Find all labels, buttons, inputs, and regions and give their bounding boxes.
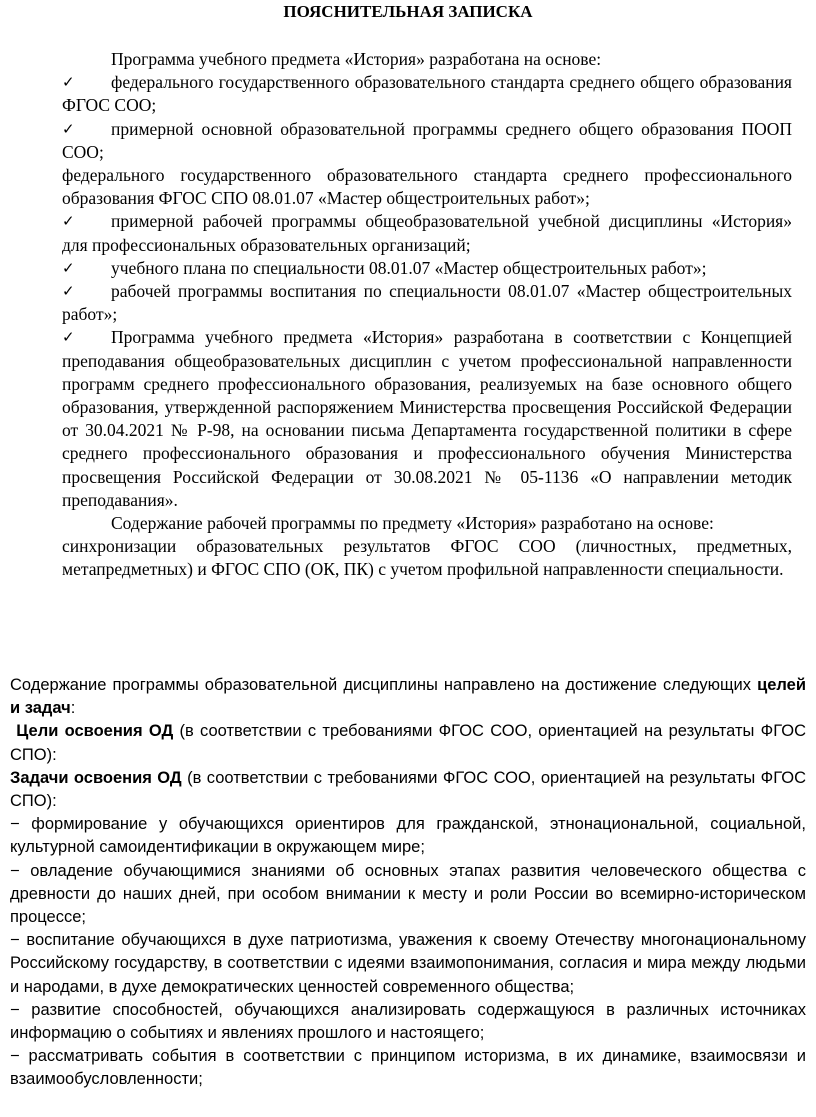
task-item: − рассматривать события в соответствии с принципом историзма, в их динамике, взаимосвязи и взаимообусловленности; bbox=[10, 1047, 806, 1089]
aims-intro-bold: целей и задач bbox=[10, 676, 806, 718]
task-item: − развитие способностей, обучающихся анализировать содержащуюся в различных источниках информацию о событиях и явлениях прошлого и настоящего; bbox=[10, 1000, 806, 1043]
basis-item-text: учебного плана по специальности 08.01.07 «Мастер общестроительных работ»; bbox=[111, 257, 707, 278]
basis-section bbox=[62, 48, 792, 582]
page-title: ПОЯСНИТЕЛЬНАЯ ЗАПИСКА bbox=[283, 2, 533, 21]
content-basis-line: Содержание рабочей программы по предмету «История» разработано на основе: bbox=[111, 513, 714, 534]
goals-paragraph bbox=[10, 720, 806, 766]
task-item: − воспитание обучающихся в духе патриотизма, уважения к своему Отечеству многонациональному Российскому государству, в соответствии с идеями взаимопонимания, согласия и мира между людьми и народами, в духе демократических ценностей современного общества; bbox=[10, 931, 806, 996]
task-item: − овладение обучающимися знаниями об основных этапах развития человеческого общества с древности до наших дней, при особом внимании к месту и роли России во всемирно-историческом процессе; bbox=[10, 861, 806, 927]
aims-intro-end: : bbox=[70, 699, 76, 718]
basis-item bbox=[62, 210, 792, 256]
goals-text: (в соответствии с требованиями ФГОС СОО, ориентацией на результаты ФГОС СПО): bbox=[10, 722, 806, 764]
tasks-label: Задачи освоения ОД bbox=[10, 768, 182, 787]
tasks-text: (в соответствии с требованиями ФГОС СОО, ориентацией на результаты ФГОС СПО): bbox=[10, 768, 806, 811]
checkmark-icon: ✓ bbox=[62, 73, 75, 92]
basis-item bbox=[62, 326, 792, 512]
checkmark-icon: ✓ bbox=[62, 212, 75, 231]
basis-item: федерального государственного образовательного стандарта среднего профессионального образования ФГОС СПО 08.01.07 «Мастер общестроительных работ»; bbox=[62, 165, 792, 209]
checkmark-icon: ✓ bbox=[62, 282, 75, 301]
basis-item bbox=[62, 118, 792, 164]
intro-paragraph: Программа учебного предмета «История» разработана на основе: bbox=[111, 49, 602, 69]
checkmark-icon: ✓ bbox=[62, 328, 75, 347]
aims-intro bbox=[10, 674, 806, 720]
task-item: − формирование у обучающихся ориентиров для гражданской, этнонациональной, социальной, культурной самоидентификации в окружающем мире; bbox=[10, 815, 806, 857]
checkmark-icon: ✓ bbox=[62, 258, 75, 277]
basis-item-text: примерной основной образовательной программы среднего общего образования ПООП СОО; bbox=[62, 118, 792, 162]
basis-item-text: федерального государственного образовательного стандарта среднего общего образования ФГОС СОО; bbox=[62, 72, 792, 116]
basis-item-text: Программа учебного предмета «История» разработана в соответствии с Концепцией преподавания общеобразовательных дисциплин с учетом профессиональной направленности программ среднего профессионального образования, реализуемых на базе основного общего образования, утвержденной распоряжением Министерства просвещения Российской Федерации от 30.04.2021 № Р-98, на основании письма Департамента государственной политики в сфере среднего профессионального образования и профессионального обучения Министерства просвещения Российской Федерации от 30.08.2021 № 05-1136 «О направлении методик преподавания». bbox=[62, 327, 792, 510]
aims-section bbox=[10, 674, 806, 1092]
basis-item-text: рабочей программы воспитания по специальности 08.01.07 «Мастер общестроительных работ»; bbox=[62, 281, 792, 325]
aims-intro-text: Содержание программы образовательной дисциплины направлено на достижение следующих bbox=[10, 676, 758, 694]
basis-item-text: примерной рабочей программы общеобразовательной учебной дисциплины «История» для профессиональных образовательных организаций; bbox=[62, 211, 792, 255]
basis-item bbox=[62, 71, 792, 117]
basis-item bbox=[62, 280, 792, 326]
checkmark-icon: ✓ bbox=[62, 119, 75, 138]
tasks-paragraph bbox=[10, 767, 806, 813]
goals-label: Цели освоения ОД bbox=[16, 722, 174, 741]
content-basis-paragraph: синхронизации образовательных результатов ФГОС СОО (личностных, предметных, метапредметных) и ФГОС СПО (ОК, ПК) с учетом профильной направленности специальности. bbox=[62, 536, 792, 580]
basis-item bbox=[62, 257, 792, 280]
